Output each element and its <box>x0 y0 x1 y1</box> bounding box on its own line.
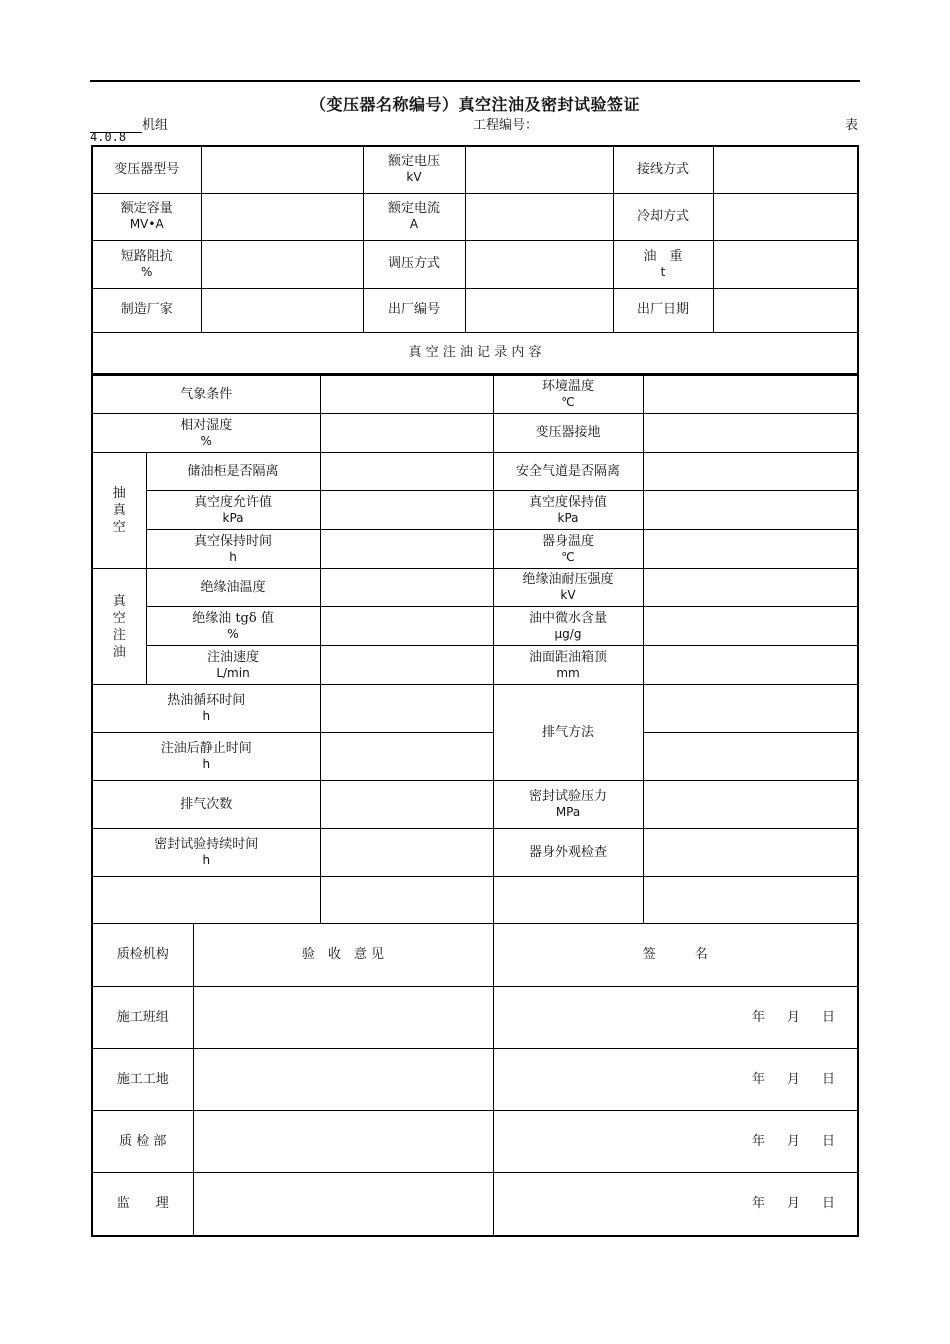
vacuum-hold-value-label: 真空度保持值 kPa <box>493 491 643 530</box>
regulation-value[interactable] <box>465 240 613 288</box>
hot-oil-cycle-value[interactable] <box>320 685 493 733</box>
blank-row-cell-3[interactable] <box>493 877 643 925</box>
venting-method-value-1[interactable] <box>643 685 858 733</box>
org-crew: 施工班组 <box>92 987 193 1049</box>
opinion-site[interactable] <box>193 1049 493 1111</box>
conservator-isolated-value[interactable] <box>320 453 493 491</box>
org-header: 质检机构 <box>92 924 193 987</box>
conservator-isolated-label: 储油柜是否隔离 <box>146 453 320 491</box>
mfg-date-value[interactable] <box>713 288 858 332</box>
appearance-check-label: 器身外观检查 <box>493 829 643 877</box>
opinion-supervision[interactable] <box>193 1173 493 1236</box>
manufacturer-label: 制造厂家 <box>92 288 201 332</box>
section-title: 真 空 注 油 记 录 内 容 <box>92 332 858 374</box>
form-grid <box>91 145 859 375</box>
model-label: 变压器型号 <box>92 146 201 193</box>
unit-suffix: 机组 <box>142 118 169 133</box>
oil-tg-label: 绝缘油 tgδ 值 % <box>146 607 320 646</box>
table-number: 4.0.8 <box>90 130 127 144</box>
oil-level-label: 油面距油箱顶 mm <box>493 646 643 685</box>
venting-count-value[interactable] <box>320 781 493 829</box>
day-label: 日 <box>821 1195 835 1211</box>
weather-label: 气象条件 <box>92 376 320 414</box>
rest-time-value[interactable] <box>320 733 493 781</box>
date-site[interactable] <box>493 1049 858 1111</box>
impedance-value[interactable] <box>201 240 363 288</box>
org-site: 施工工地 <box>92 1049 193 1111</box>
record-grid <box>91 375 859 926</box>
oil-temp-label: 绝缘油温度 <box>146 569 320 607</box>
vacuum-allowed-value[interactable] <box>320 491 493 530</box>
opinion-qc[interactable] <box>193 1111 493 1173</box>
connection-value[interactable] <box>713 146 858 193</box>
date-crew[interactable] <box>493 987 858 1049</box>
regulation-label: 调压方式 <box>363 240 465 288</box>
seal-duration-label: 密封试验持续时间 h <box>92 829 320 877</box>
connection-label: 接线方式 <box>613 146 713 193</box>
month-label: 月 <box>786 1009 800 1025</box>
rated-capacity-label: 额定容量 MV•A <box>92 193 201 240</box>
venting-method-value-2[interactable] <box>643 733 858 781</box>
oil-weight-value[interactable] <box>713 240 858 288</box>
ambient-temp-label: 环境温度 ℃ <box>493 376 643 414</box>
safety-airway-value[interactable] <box>643 453 858 491</box>
org-qc: 质 检 部 <box>92 1111 193 1173</box>
oil-breakdown-label: 绝缘油耐压强度 kV <box>493 569 643 607</box>
opinion-header: 验 收 意 见 <box>193 924 493 987</box>
model-value[interactable] <box>201 146 363 193</box>
rated-voltage-value[interactable] <box>465 146 613 193</box>
rest-time-label: 注油后静止时间 h <box>92 733 320 781</box>
opinion-crew[interactable] <box>193 987 493 1049</box>
venting-method-label: 排气方法 <box>493 685 643 781</box>
body-temp-label: 器身温度 ℃ <box>493 530 643 569</box>
month-label: 月 <box>786 1133 800 1149</box>
day-label: 日 <box>821 1009 835 1025</box>
appearance-check-value[interactable] <box>643 829 858 877</box>
vacuum-hold-value-value[interactable] <box>643 491 858 530</box>
serial-no-label: 出厂编号 <box>363 288 465 332</box>
ambient-temp-value[interactable] <box>643 376 858 414</box>
day-label: 日 <box>821 1071 835 1087</box>
water-content-label: 油中微水含量 μg/g <box>493 607 643 646</box>
oil-level-value[interactable] <box>643 646 858 685</box>
impedance-label: 短路阻抗 % <box>92 240 201 288</box>
signoff-grid <box>91 923 859 1237</box>
date-supervision[interactable] <box>493 1173 858 1236</box>
body-temp-value[interactable] <box>643 530 858 569</box>
oil-temp-value[interactable] <box>320 569 493 607</box>
blank-row-cell-1[interactable] <box>92 877 320 925</box>
oil-tg-value[interactable] <box>320 607 493 646</box>
humidity-label: 相对湿度 % <box>92 414 320 453</box>
cooling-label: 冷却方式 <box>613 193 713 240</box>
table-label: 表 <box>845 118 859 133</box>
safety-airway-label: 安全气道是否隔离 <box>493 453 643 491</box>
oil-weight-label: 油 重 t <box>613 240 713 288</box>
rated-current-value[interactable] <box>465 193 613 240</box>
rated-capacity-value[interactable] <box>201 193 363 240</box>
signature-header: 签 名 <box>493 924 858 987</box>
vacuum-hold-time-value[interactable] <box>320 530 493 569</box>
manufacturer-value[interactable] <box>201 288 363 332</box>
vacuum-allowed-label: 真空度允许值 kPa <box>146 491 320 530</box>
weather-value[interactable] <box>320 376 493 414</box>
grounding-label: 变压器接地 <box>493 414 643 453</box>
form-title: （变压器名称编号）真空注油及密封试验签证 <box>309 95 640 114</box>
fill-speed-value[interactable] <box>320 646 493 685</box>
rated-current-label: 额定电流 A <box>363 193 465 240</box>
rated-voltage-label: 额定电压 kV <box>363 146 465 193</box>
vacuum-hold-time-label: 真空保持时间 h <box>146 530 320 569</box>
venting-count-label: 排气次数 <box>92 781 320 829</box>
date-qc[interactable] <box>493 1111 858 1173</box>
year-label: 年 <box>751 1071 765 1087</box>
seal-pressure-value[interactable] <box>643 781 858 829</box>
day-label: 日 <box>821 1133 835 1149</box>
oil-fill-group-label: 真空注油 <box>92 569 146 685</box>
blank-row-cell-4[interactable] <box>643 877 858 925</box>
month-label: 月 <box>786 1195 800 1211</box>
hot-oil-cycle-label: 热油循环时间 h <box>92 685 320 733</box>
mfg-date-label: 出厂日期 <box>613 288 713 332</box>
grounding-value[interactable] <box>643 414 858 453</box>
fill-speed-label: 注油速度 L/min <box>146 646 320 685</box>
month-label: 月 <box>786 1071 800 1087</box>
org-supervision: 监 理 <box>92 1173 193 1236</box>
vacuum-group-label: 抽真空 <box>92 453 146 569</box>
serial-no-value[interactable] <box>465 288 613 332</box>
seal-duration-value[interactable] <box>320 829 493 877</box>
oil-breakdown-value[interactable] <box>643 569 858 607</box>
cooling-value[interactable] <box>713 193 858 240</box>
water-content-value[interactable] <box>643 607 858 646</box>
blank-row-cell-2[interactable] <box>320 877 493 925</box>
project-number-label: 工程编号： <box>473 118 539 133</box>
top-rule <box>90 80 860 82</box>
seal-pressure-label: 密封试验压力 MPa <box>493 781 643 829</box>
year-label: 年 <box>751 1009 765 1025</box>
year-label: 年 <box>751 1195 765 1211</box>
humidity-value[interactable] <box>320 414 493 453</box>
year-label: 年 <box>751 1133 765 1149</box>
